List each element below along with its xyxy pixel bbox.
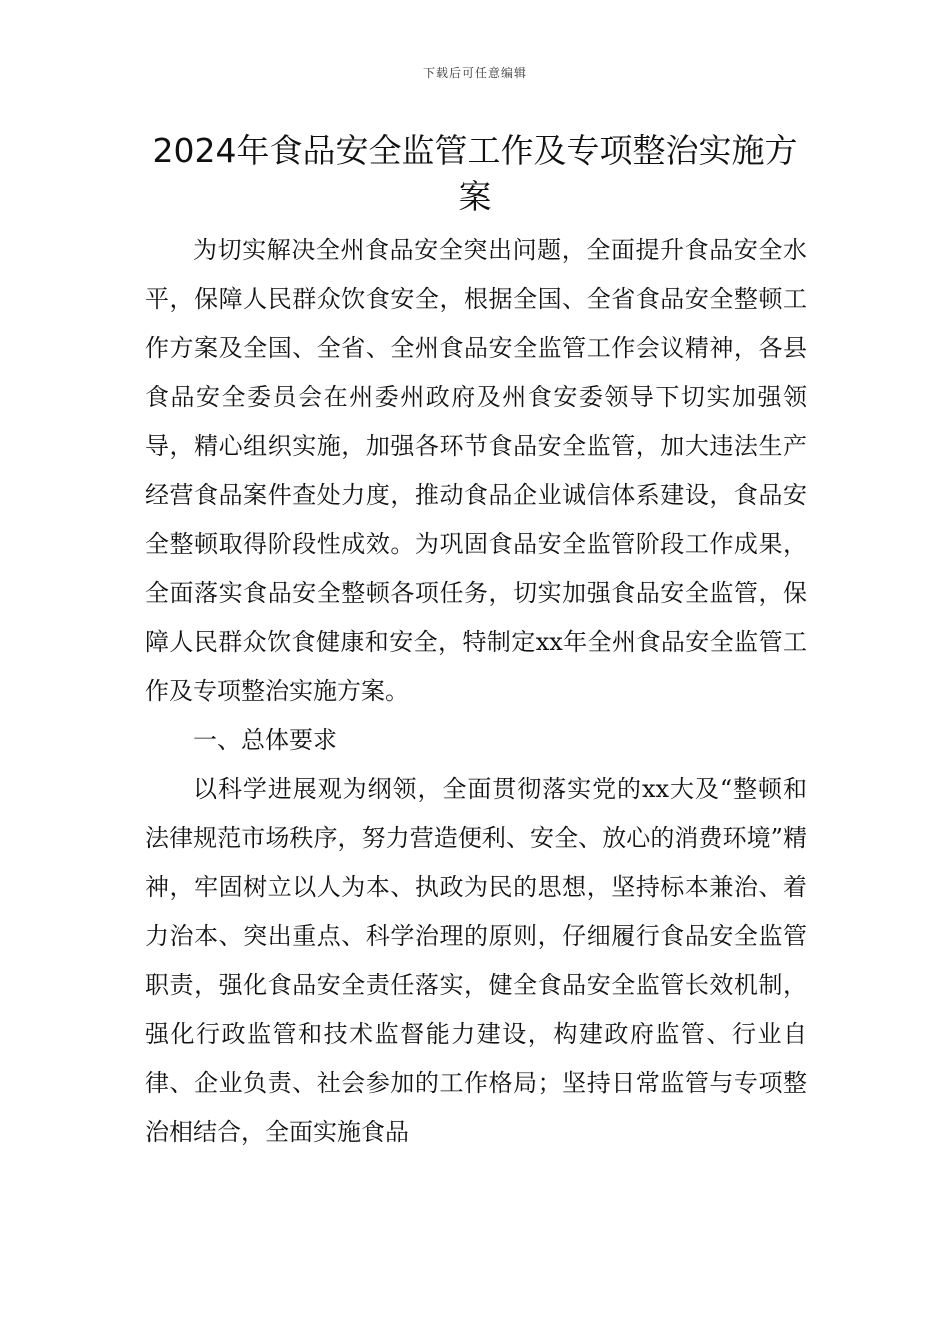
paragraph-intro: 为切实解决全州食品安全突出问题，全面提升食品安全水平，保障人民群众饮食安全，根据全国、全省食品安全整顿工作方案及全国、全省、全州食品安全监管工作会议精神，各县食品安全委员会在州委州政府及州食安委领导下切实加强领导，精心组织实施，加强各环节食品安全监管，加大违法生产经营食品案件查处力度，推动食品企业诚信体系建设，食品安全整顿取得阶段性成效。为巩固食品安全监管阶段工作成果，全面落实食品安全整顿各项任务，切实加强食品安全监管，保障人民群众饮食健康和安全，特制定xx年全州食品安全监管工作及专项整治实施方案。 bbox=[145, 236, 807, 705]
document-title: 2024年食品安全监管工作及专项整治实施方案 bbox=[152, 131, 798, 216]
document-body bbox=[145, 226, 807, 1157]
section-heading-general-requirements: 一、总体要求 bbox=[193, 726, 337, 754]
header-note: 下载后可任意编辑 bbox=[422, 66, 527, 80]
paragraph-general-requirements: 以科学进展观为纲领，全面贯彻落实党的xx大及“整顿和法律规范市场秩序，努力营造便利、安全、放心的消费环境”精神，牢固树立以人为本、执政为民的思想，坚持标本兼治、着力治本、突出重点、科学治理的原则，仔细履行食品安全监管职责，强化食品安全责任落实，健全食品安全监管长效机制，强化行政监管和技术监督能力建设，构建政府监管、行业自律、企业负责、社会参加的工作格局；坚持日常监管与专项整治相结合，全面实施食品 bbox=[145, 775, 807, 1146]
